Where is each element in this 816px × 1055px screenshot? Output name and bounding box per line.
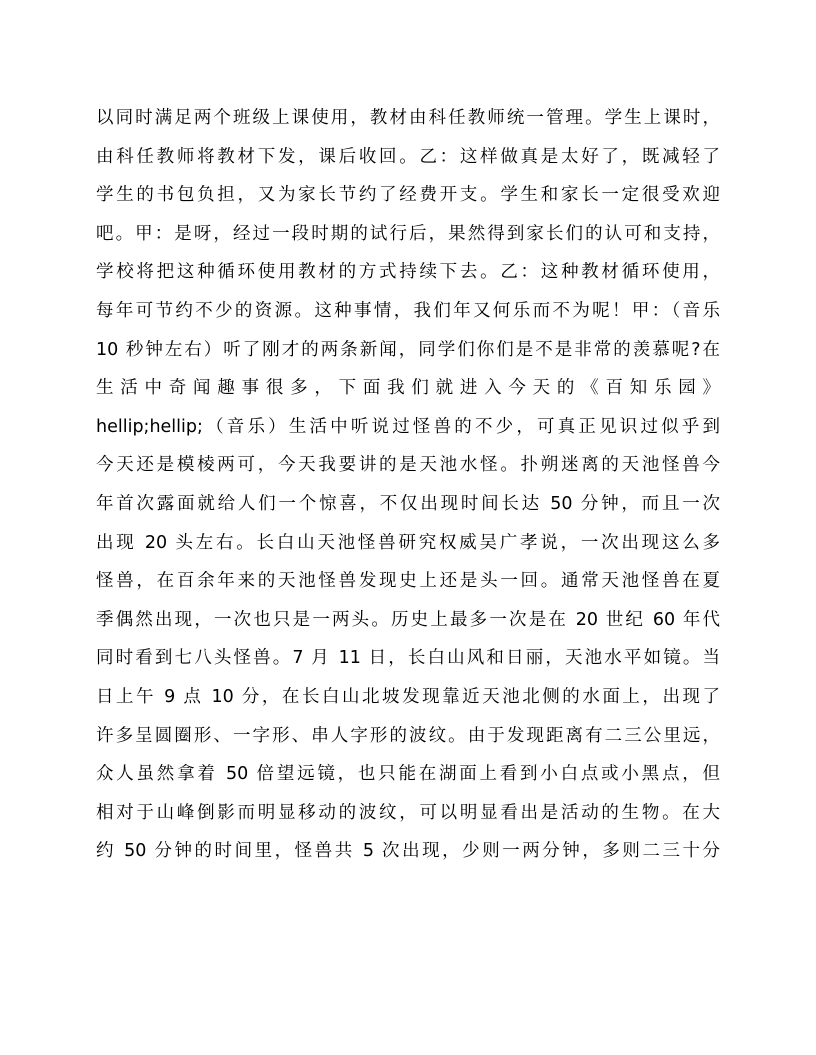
text-line: 10 秒钟左右）听了刚才的两条新闻，同学们你们是不是非常的羡慕呢?在 xyxy=(96,339,720,360)
text-line: 由科任教师将教材下发，课后收回。乙：这样做真是太好了，既减轻了 xyxy=(96,146,720,167)
body-text xyxy=(96,99,720,871)
text-line: 许多呈圆圈形、一字形、串人字形的波纹。由于发现距离有二三公里远， xyxy=(96,725,720,746)
text-line: 同时看到七八头怪兽。7 月 11 日，长白山风和日丽，天池水平如镜。当 xyxy=(96,648,720,669)
text-line: 学校将把这种循环使用教材的方式持续下去。乙：这种教材循环使用， xyxy=(96,262,720,283)
text-line: 约 50 分钟的时间里，怪兽共 5 次出现，少则一两分钟，多则二三十分 xyxy=(96,841,720,862)
text-line: 日上午 9 点 10 分，在长白山北坡发现靠近天池北侧的水面上，出现了 xyxy=(96,686,720,707)
text-line: 出现 20 头左右。长白山天池怪兽研究权威吴广孝说，一次出现这么多 xyxy=(96,532,720,553)
text-line: 学生的书包负担，又为家长节约了经费开支。学生和家长一定很受欢迎 xyxy=(96,185,720,206)
text-line: 每年可节约不少的资源。这种事情，我们年又何乐而不为呢！甲：（音乐 xyxy=(96,300,720,321)
text-line: 怪兽，在百余年来的天池怪兽发现史上还是头一回。通常天池怪兽在夏 xyxy=(96,571,720,592)
text-line: 以同时满足两个班级上课使用，教材由科任教师统一管理。学生上课时， xyxy=(96,108,720,128)
text-line: 相对于山峰倒影而明显移动的波纹，可以明显看出是活动的生物。在大 xyxy=(96,802,720,823)
text-line: hellip;hellip;（音乐）生活中听说过怪兽的不少，可真正见识过似乎到 xyxy=(96,416,720,437)
text-line: 年首次露面就给人们一个惊喜，不仅出现时间长达 50 分钟，而且一次 xyxy=(96,493,720,514)
text-line: 今天还是模棱两可，今天我要讲的是天池水怪。扑朔迷离的天池怪兽今 xyxy=(96,455,720,476)
text-line: 季偶然出现，一次也只是一两头。历史上最多一次是在 20 世纪 60 年代 xyxy=(96,609,720,630)
text-line: 众人虽然拿着 50 倍望远镜，也只能在湖面上看到小白点或小黑点，但 xyxy=(96,764,720,785)
text-line: 生 活 中 奇 闻 趣 事 很 多 ， 下 面 我 们 就 进 入 今 天 的 《 百 知 乐 园 》 xyxy=(96,378,720,399)
text-line: 吧。甲：是呀，经过一段时期的试行后，果然得到家长们的认可和支持， xyxy=(96,223,720,244)
